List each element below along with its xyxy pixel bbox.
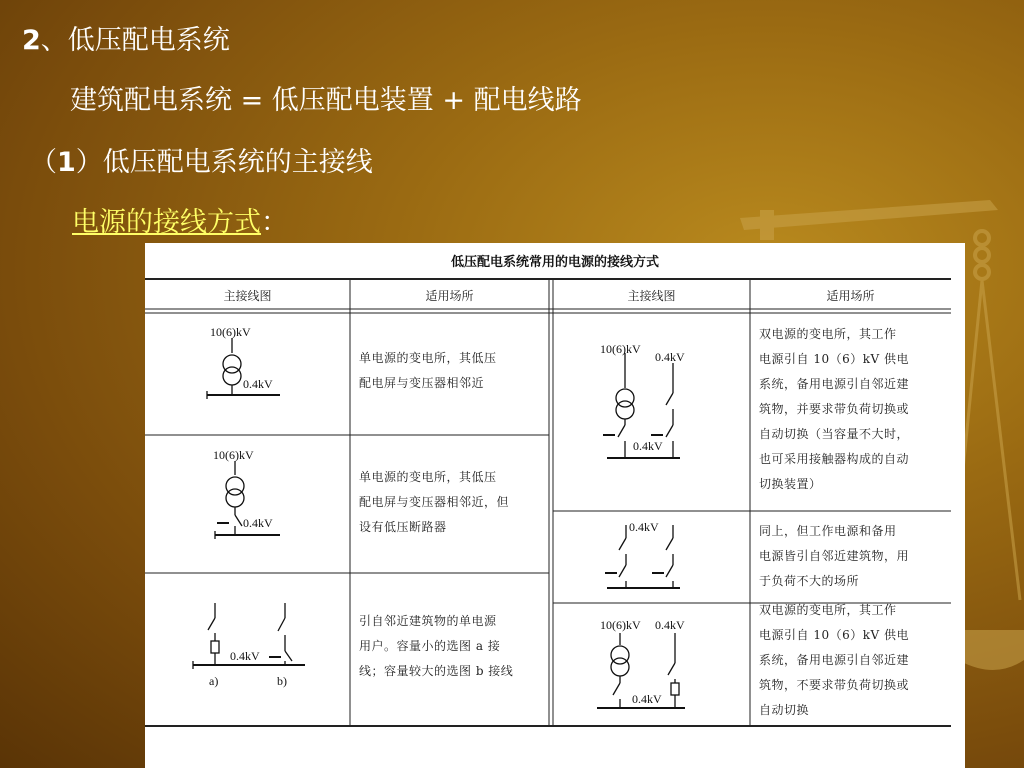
desc-left-row1: 单电源的变电所，其低压 配电屏与变压器相邻近 [359, 351, 497, 390]
subheading [30, 140, 373, 179]
label-lv: 0.4kV [230, 649, 260, 663]
label-hv: 10(6)kV [600, 342, 641, 356]
desc-right-row3: 双电源的变电所，其工作 电源引自 10（6）kV 供电 系统，备用电源引自邻近建 筑物，不要求带负荷切换或 自动切换 [759, 603, 910, 717]
equation-line: 建筑配电系统 = 低压配电装置 + 配电线路 [70, 85, 582, 116]
heading-title: 、低压配电系统 [40, 25, 230, 56]
label-lv: 0.4kV [243, 377, 273, 391]
table-title: 低压配电系统常用的电源的接线方式 [450, 255, 659, 270]
label-lv-source: 0.4kV [655, 350, 685, 364]
subheading-text: ）低压配电系统的主接线 [75, 147, 373, 178]
heading-number: 2 [22, 25, 41, 56]
header-usage-right: 适用场所 [826, 289, 875, 303]
label-lv-source: 0.4kV [655, 618, 685, 632]
label-hv: 10(6)kV [213, 448, 254, 462]
header-diagram-right: 主接线图 [627, 289, 676, 303]
link-line [72, 200, 288, 239]
label-hv: 10(6)kV [600, 618, 641, 632]
desc-right-row1: 双电源的变电所，其工作 电源引自 10（6）kV 供电 系统，备用电源引自邻近建 筑物，并要求带负荷切换或 自动切换（当容量不大时， 也可采用接触器构成的自动 切换装置） [759, 327, 910, 491]
desc-left-row3: 引自邻近建筑物的单电源 用户。容量小的选图 a 接 线；容量较大的选图 b 接线 [359, 614, 514, 678]
diagram-dual-neighbor [605, 525, 680, 588]
desc-left-row2: 单电源的变电所，其低压 配电屏与变压器相邻近，但 设有低压断路器 [359, 470, 510, 534]
link-colon: ： [261, 207, 288, 238]
heading-section [22, 18, 230, 57]
label-hv: 10(6)kV [210, 325, 251, 339]
header-usage-left: 适用场所 [425, 289, 474, 303]
wiring-methods-link[interactable]: 电源的接线方式 [72, 207, 261, 238]
label-a: a) [209, 674, 219, 688]
header-diagram-left: 主接线图 [223, 289, 272, 303]
label-lv-bus: 0.4kV [633, 439, 663, 453]
subheading-open: （ [30, 147, 57, 178]
label-lv: 0.4kV [629, 520, 659, 534]
desc-right-row2: 同上，但工作电源和备用 电源皆引自邻近建筑物，用 于负荷不大的场所 [759, 524, 910, 588]
label-lv-bus: 0.4kV [632, 692, 662, 706]
label-lv: 0.4kV [243, 516, 273, 530]
label-b: b) [277, 674, 287, 688]
wiring-methods-table [145, 243, 965, 768]
subheading-number: 1 [57, 147, 76, 178]
